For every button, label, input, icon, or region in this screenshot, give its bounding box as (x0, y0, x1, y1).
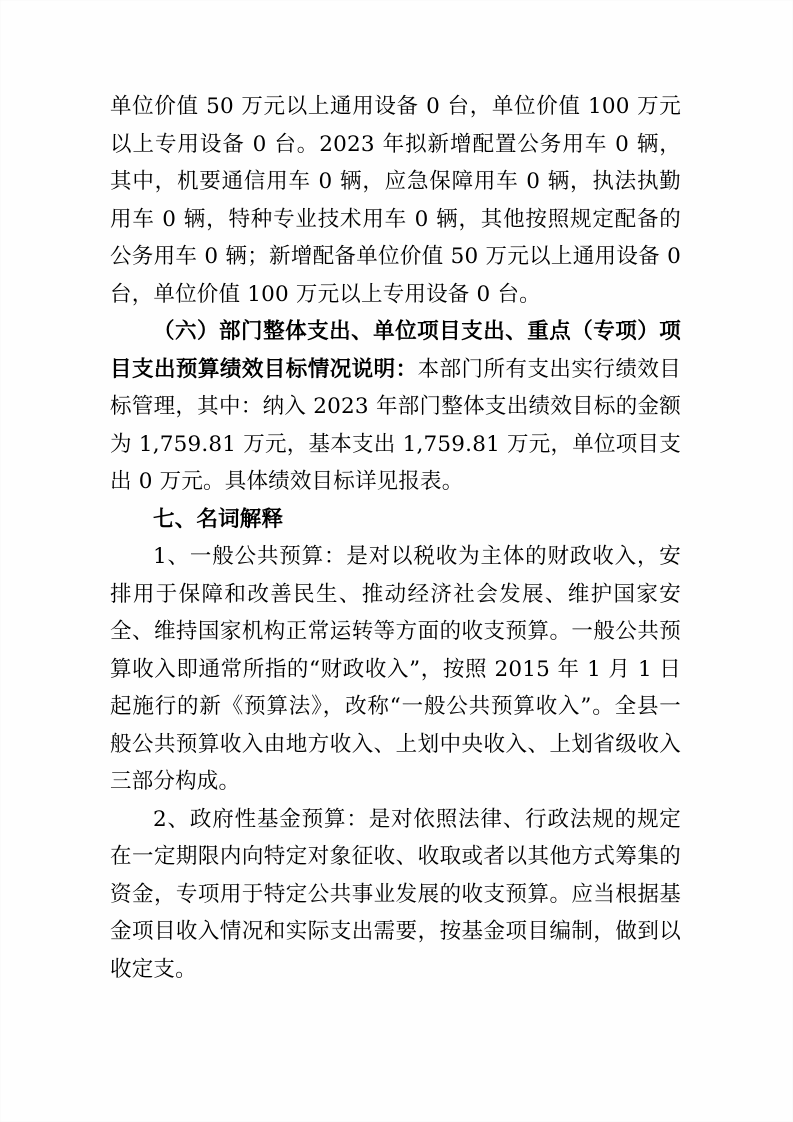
paragraph-performance-target-lead: （六）部门整体支出、单位项目支出、重点（专项）项目支出预算绩效目标情况说明： (110, 319, 681, 382)
section-heading-glossary: 七、名词解释 (153, 506, 284, 532)
paragraph-performance-target (110, 313, 681, 501)
paragraph-performance-target-text: 本部门所有支出实行绩效目标管理，其中：纳入 2023 年部门整体支出绩效目标的金额为 1,759.81 万元，基本支出 1,759.81 万元，单位项目支出 0 万元。具体绩效目标详见报表。 (110, 356, 681, 494)
paragraph-asset-allocation: 单位价值 50 万元以上通用设备 0 台，单位价值 100 万元以上专用设备 0 台。2023 年拟新增配置公务用车 0 辆，其中，机要通信用车 0 辆，应急保障用车 0 辆，执法执勤用车 0 辆，特种专业技术用车 0 辆，其他按照规定配备的公务用车 0 辆；新增配备单位价值 50 万元以上通用设备 0 台，单位价值 100 万元以上专用设备 0 台。 (110, 94, 681, 307)
paragraph-general-public-budget: 1、一般公共预算：是对以税收为主体的财政收入，安排用于保障和改善民生、推动经济社会发展、维护国家安全、维持国家机构正常运转等方面的收支预算。一般公共预算收入即通常所指的“财政收入”，按照 2015 年 1 月 1 日起施行的新《预算法》，改称“一般公共预算收入”。全县一般公共预算收入由地方收入、上划中央收入、上划省级收入三部分构成。 (110, 544, 681, 794)
document-body (110, 88, 681, 988)
paragraph-government-fund-budget: 2、政府性基金预算：是对依照法律、行政法规的规定在一定期限内向特定对象征收、收取或者以其他方式筹集的资金，专项用于特定公共事业发展的收支预算。应当根据基金项目收入情况和实际支出需要，按基金项目编制，做到以收定支。 (110, 806, 681, 982)
